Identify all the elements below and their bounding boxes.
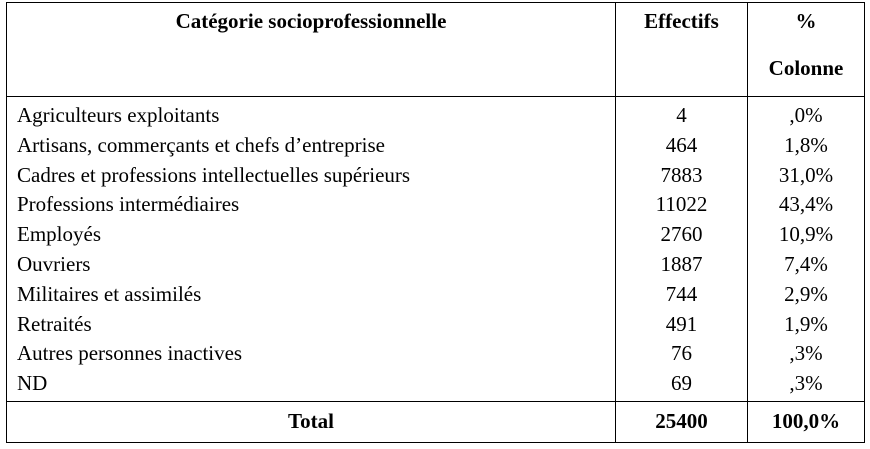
table-row	[7, 280, 865, 310]
row-category: Autres personnes inactives	[7, 339, 616, 369]
header-row	[7, 3, 865, 97]
row-count: 491	[616, 310, 748, 340]
row-count: 1887	[616, 250, 748, 280]
table-row	[7, 220, 865, 250]
row-count: 7883	[616, 161, 748, 191]
row-count: 69	[616, 369, 748, 401]
row-percent: ,3%	[748, 339, 865, 369]
row-category: Professions intermédiaires	[7, 190, 616, 220]
row-count: 76	[616, 339, 748, 369]
table-row	[7, 161, 865, 191]
table-row	[7, 190, 865, 220]
row-category: Ouvriers	[7, 250, 616, 280]
header-count-label: Effectifs	[644, 9, 719, 33]
row-category: Employés	[7, 220, 616, 250]
row-category: Artisans, commerçants et chefs d’entreprise	[7, 131, 616, 161]
row-category: ND	[7, 369, 616, 401]
header-count	[616, 3, 748, 97]
row-percent: ,0%	[748, 97, 865, 131]
table-row	[7, 339, 865, 369]
row-percent: 7,4%	[748, 250, 865, 280]
row-count: 4	[616, 97, 748, 131]
table-body	[7, 97, 865, 402]
row-count: 2760	[616, 220, 748, 250]
header-percent-symbol: %	[795, 9, 817, 33]
row-percent: 1,9%	[748, 310, 865, 340]
row-percent: 2,9%	[748, 280, 865, 310]
row-category: Retraités	[7, 310, 616, 340]
row-count: 744	[616, 280, 748, 310]
row-percent: 10,9%	[748, 220, 865, 250]
table-row	[7, 250, 865, 280]
row-category: Agriculteurs exploitants	[7, 97, 616, 131]
table-row	[7, 310, 865, 340]
total-count: 25400	[616, 401, 748, 442]
header-percent	[748, 3, 865, 97]
total-percent: 100,0%	[748, 401, 865, 442]
total-row	[7, 401, 865, 442]
row-count: 464	[616, 131, 748, 161]
row-percent: 1,8%	[748, 131, 865, 161]
header-category	[7, 3, 616, 97]
row-percent: 43,4%	[748, 190, 865, 220]
row-category: Cadres et professions intellectuelles supérieurs	[7, 161, 616, 191]
row-category: Militaires et assimilés	[7, 280, 616, 310]
header-category-label: Catégorie socioprofessionnelle	[175, 9, 447, 33]
table-row	[7, 131, 865, 161]
row-count: 11022	[616, 190, 748, 220]
header-percent-label: Colonne	[768, 56, 844, 80]
table-row	[7, 97, 865, 131]
table-row	[7, 369, 865, 401]
total-label: Total	[7, 401, 616, 442]
row-percent: 31,0%	[748, 161, 865, 191]
row-percent: ,3%	[748, 369, 865, 401]
socioprofessional-table	[6, 2, 865, 443]
